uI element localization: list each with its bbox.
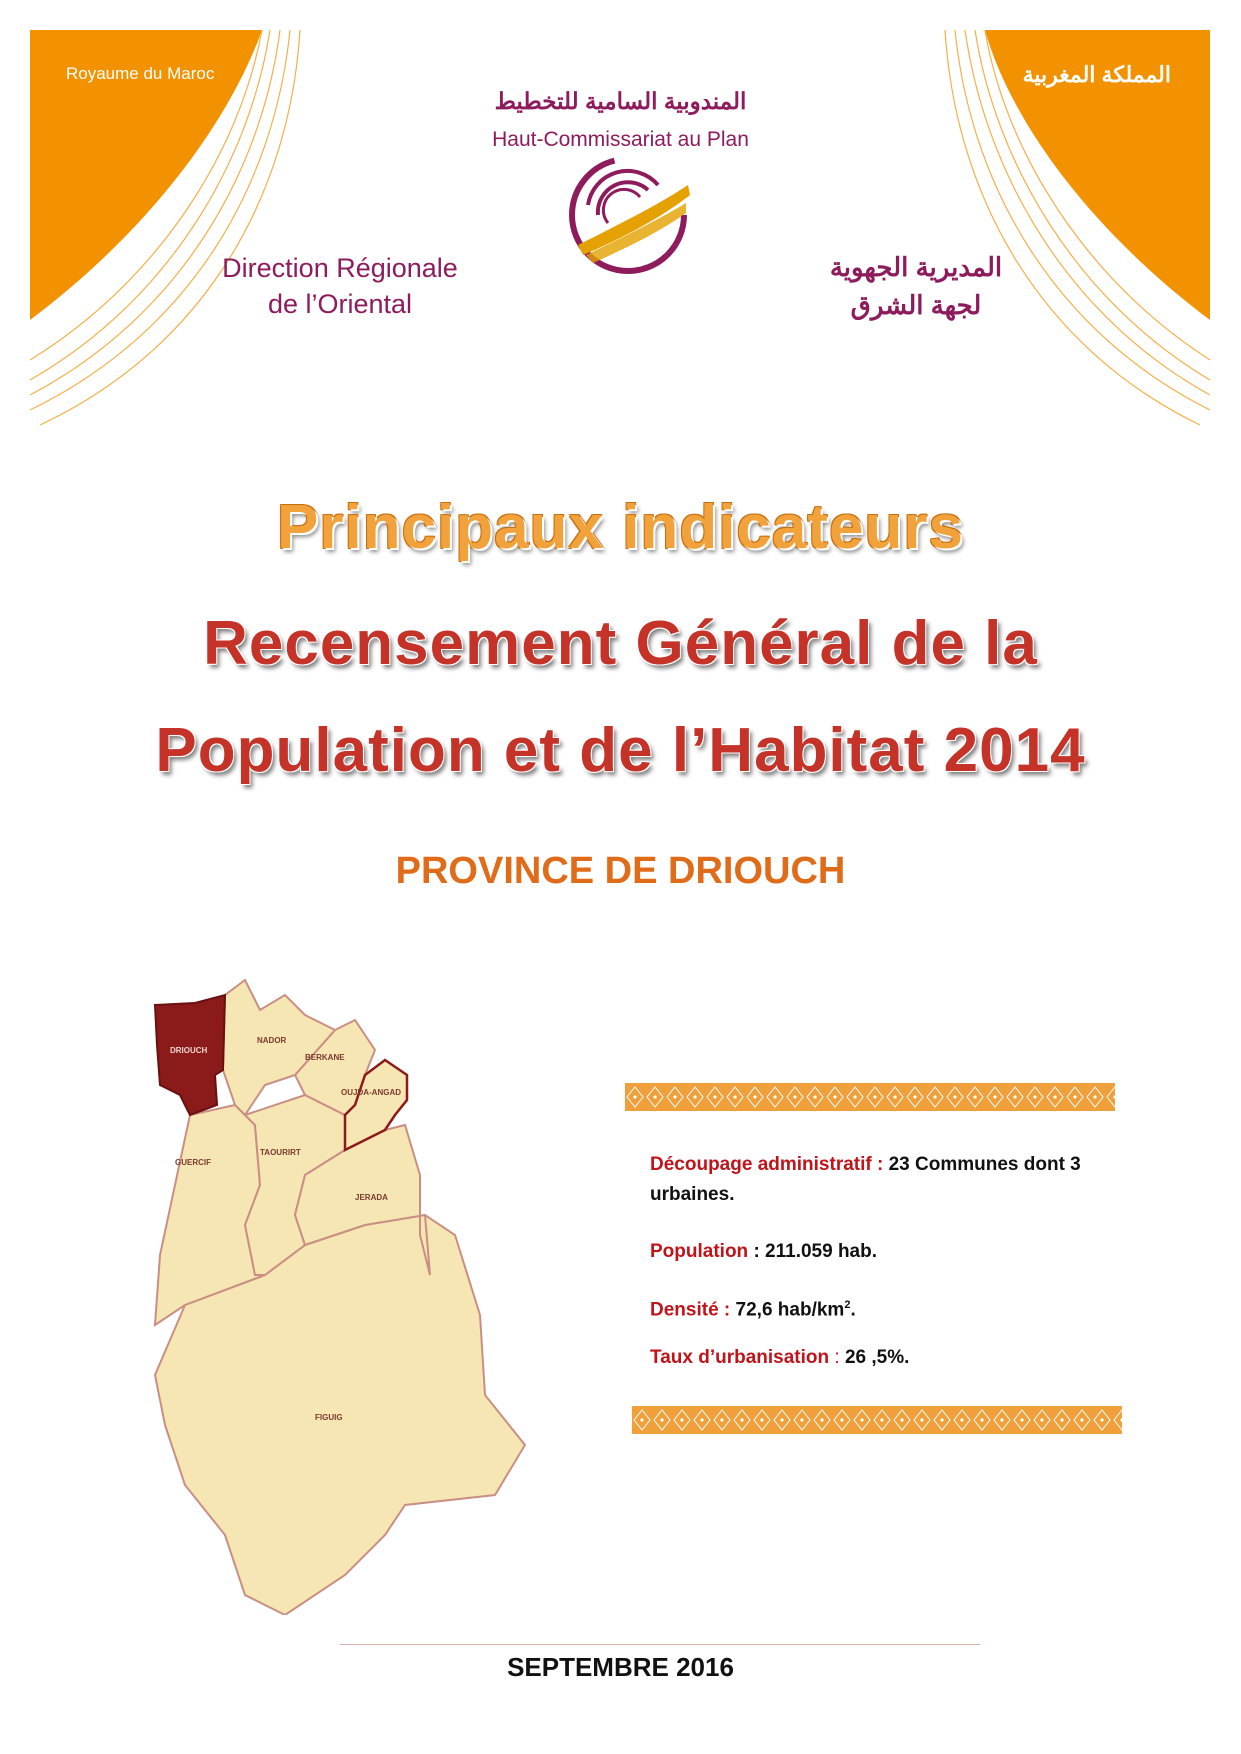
direction-ar-line2: لجهة الشرق: [850, 290, 982, 320]
indicator-densite-sup: 2: [844, 1299, 851, 1311]
map-label-nador: NADOR: [257, 1036, 287, 1045]
kingdom-name-ar: المملكة المغربية: [1022, 62, 1171, 87]
indicator-population-value: : 211.059 hab.: [753, 1241, 878, 1262]
map-label-oujda: OUJDA-ANGAD: [341, 1088, 401, 1097]
indicator-taux-sep: :: [834, 1347, 840, 1368]
hcp-name-ar: المندوبية السامية للتخطيط: [494, 88, 747, 114]
indicator-taux-label: Taux d’urbanisation: [650, 1347, 830, 1368]
direction-fr-line2: de l’Oriental: [267, 289, 413, 319]
map-label-taourirt: TAOURIRT: [260, 1148, 301, 1157]
map-label-jerada: JERADA: [355, 1193, 388, 1202]
province-title: PROVINCE DE DRIOUCH: [395, 850, 846, 892]
indicator-population: [650, 1237, 877, 1267]
footer-divider: [340, 1644, 980, 1645]
indicator-taux-value: 26 ,5%.: [844, 1347, 910, 1368]
indicator-taux: [650, 1343, 909, 1373]
title-line-1: Principaux indicateurs: [277, 493, 964, 562]
hcp-logo: [572, 159, 690, 271]
map-label-guercif: GUERCIF: [175, 1158, 211, 1167]
title-line-2: Recensement Général de la: [203, 609, 1038, 678]
indicator-decoupage: [650, 1150, 1100, 1210]
decorative-band-top: [625, 1083, 1115, 1111]
direction-fr-line1: Direction Régionale: [222, 253, 458, 283]
decorative-band-bottom: [632, 1406, 1122, 1434]
map-label-figuig: FIGUIG: [315, 1413, 343, 1422]
direction-name-ar: [801, 248, 1031, 324]
indicator-densite-label: Densité :: [650, 1299, 731, 1321]
direction-name-fr: [205, 250, 475, 322]
indicator-population-label: Population: [650, 1241, 749, 1262]
indicator-densite-value: 72,6 hab/km: [735, 1299, 845, 1321]
indicator-densite-end: .: [850, 1299, 856, 1321]
hcp-name-fr: Haut-Commissariat au Plan: [492, 128, 749, 151]
direction-ar-line1: المديرية الجهوية: [829, 252, 1003, 282]
title-line-3: Population et de l’Habitat 2014: [155, 716, 1086, 785]
indicator-decoupage-value: 23 Communes dont 3 urbaines.: [650, 1154, 1081, 1205]
indicator-densite: [650, 1290, 856, 1325]
region-map: [145, 975, 595, 1615]
map-label-berkane: BERKANE: [305, 1053, 345, 1062]
kingdom-name-fr: Royaume du Maroc: [66, 64, 215, 83]
indicator-decoupage-label: Découpage administratif :: [650, 1154, 884, 1175]
publication-date: SEPTEMBRE 2016: [507, 1652, 734, 1682]
map-region-driouch: [155, 995, 225, 1115]
map-label-driouch: DRIOUCH: [170, 1046, 208, 1055]
